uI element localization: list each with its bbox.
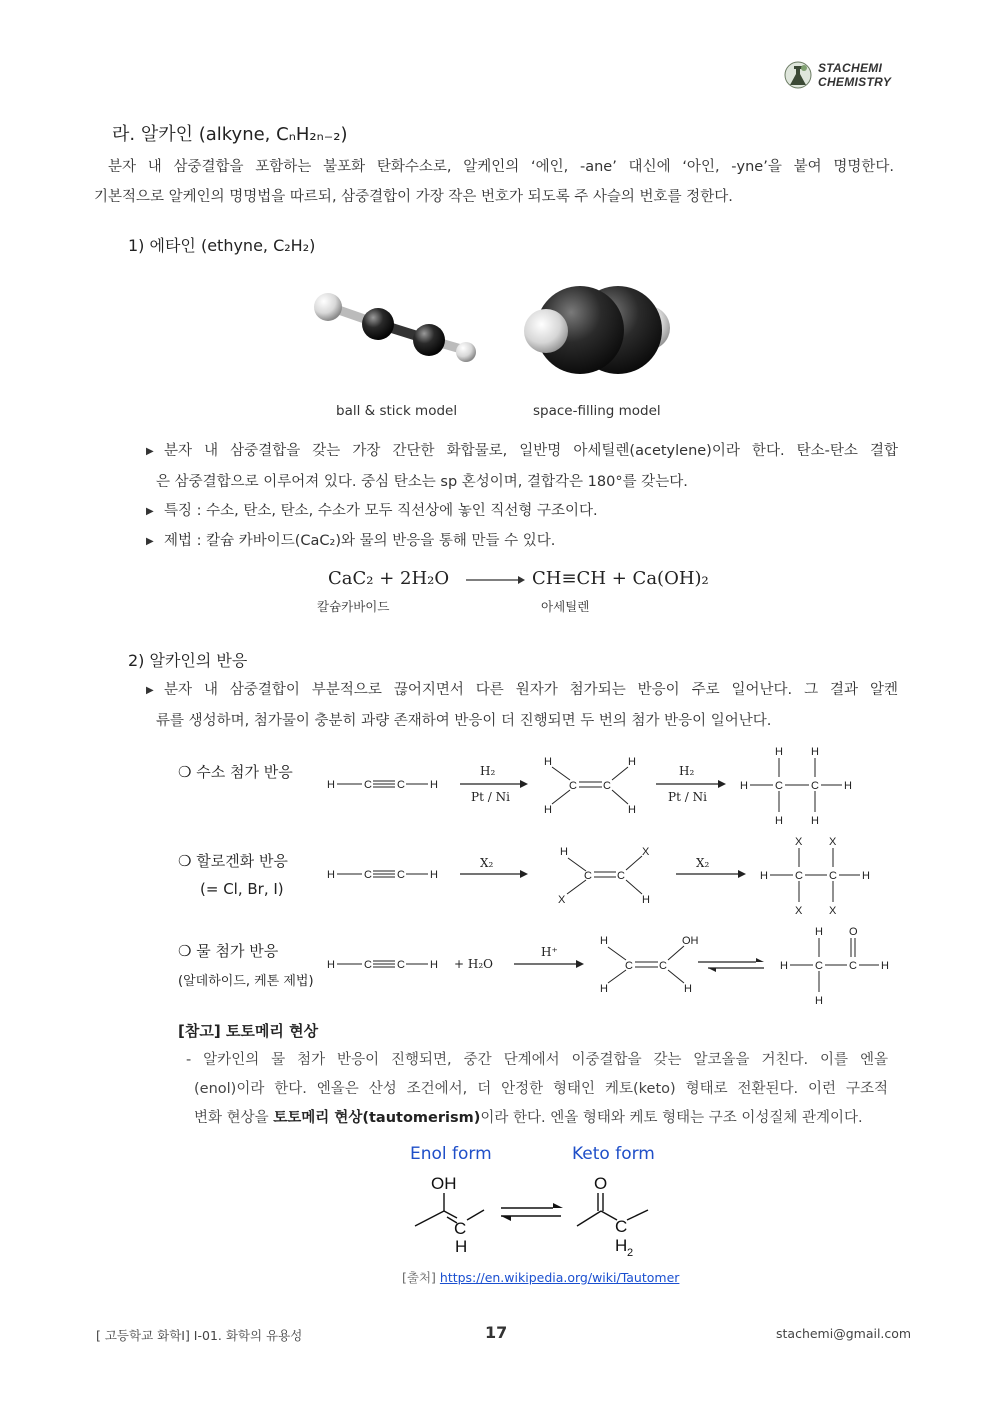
intro-line-1: 분자 내 삼중결합을 포함하는 불포화 탄화수소로, 알케인의 ‘에인, -ane’ 대신에 ‘아인, -yne’을 붙여 명명한다. [108, 159, 894, 175]
page-number: 17 [485, 1323, 508, 1342]
intro-line-2: 기본적으로 알케인의 명명법을 따르되, 삼중결합이 가장 작은 번호가 되도록 주 사슬의 번호를 정한다. [94, 189, 733, 205]
svg-text:H: H [642, 894, 650, 906]
svg-text:H: H [775, 746, 783, 758]
svg-text:2: 2 [627, 1247, 634, 1259]
svg-text:H: H [862, 870, 870, 882]
logo-line1: STACHEMI [818, 61, 883, 75]
section-title: 라. 알카인 (alkyne, CₙH₂ₙ₋₂) [112, 124, 348, 145]
svg-text:C: C [364, 869, 372, 881]
svg-text:C: C [603, 780, 611, 792]
svg-text:C: C [795, 870, 803, 882]
svg-text:O: O [849, 926, 858, 938]
svg-text:H: H [760, 870, 768, 882]
footer-email: stachemi@gmail.com [776, 1326, 912, 1341]
svg-text:C: C [397, 869, 405, 881]
svg-text:H: H [740, 780, 748, 792]
svg-text:C: C [364, 779, 372, 791]
svg-text:H: H [600, 983, 608, 995]
svg-text:C: C [815, 960, 823, 972]
svg-text:H: H [881, 960, 889, 972]
svg-text:C: C [397, 779, 405, 791]
svg-text:X: X [829, 836, 837, 848]
svg-text:H: H [615, 1236, 628, 1255]
space-filling-caption: space-filling model [533, 403, 661, 419]
halogen-types: (= Cl, Br, I) [200, 880, 284, 898]
svg-text:H: H [628, 804, 636, 816]
svg-text:H: H [775, 815, 783, 827]
bullet-triangle-icon: ▶ [146, 506, 154, 517]
svg-text:H: H [327, 869, 335, 881]
svg-text:H: H [844, 780, 852, 792]
reagent-x2-1: X₂ [480, 856, 494, 870]
svg-text:H: H [430, 959, 438, 971]
intro-paragraph [94, 152, 894, 212]
reference-paragraph [186, 1046, 888, 1133]
svg-text:H: H [560, 846, 568, 858]
reference-line-1: - 알카인의 물 첨가 반응이 진행되면, 중간 단계에서 이중결합을 갖는 알코올을 거친다. 이를 엔올 [186, 1052, 888, 1068]
svg-text:X: X [795, 836, 803, 848]
svg-text:X: X [558, 894, 566, 906]
tautomer-structures [405, 1168, 665, 1260]
reagent-h2-2: H₂ [679, 764, 695, 778]
svg-text:H: H [815, 926, 823, 938]
footer-course: [ 고등학교 화학Ⅰ] Ⅰ-01. 화학의 유용성 [96, 1328, 303, 1343]
svg-text:X: X [795, 905, 803, 917]
svg-text:X: X [642, 846, 650, 858]
halogenation-scheme [320, 830, 880, 920]
source-citation [402, 1268, 679, 1286]
hydrogen-addition-scheme [320, 740, 880, 830]
svg-text:OH: OH [682, 935, 699, 947]
bullet-triangle-icon: ▶ [146, 685, 154, 696]
source-label: [출처] [402, 1270, 436, 1285]
svg-text:OH: OH [431, 1174, 457, 1193]
svg-text:H: H [780, 960, 788, 972]
svg-text:C: C [615, 1217, 628, 1236]
flask-logo-icon [784, 60, 812, 90]
reactions-bullet: ▶ 분자 내 삼중결합이 부분적으로 끊어지면서 다른 원자가 첨가되는 반응이 주로 일어난다. 그 결과 알켄 류를 생성하며, 첨가물이 충분히 과량 존재하여 반응이 더 진행되면 두 번의 첨가 반응이 일어난다. [146, 675, 898, 736]
bullet-triangle-icon: ▶ [146, 446, 154, 457]
svg-text:H: H [815, 995, 823, 1007]
ethyne-bullet-2: ▶ 특징 : 수소, 탄소, 탄소, 수소가 모두 직선상에 놓인 직선형 구조이다. [146, 496, 598, 527]
svg-text:H: H [684, 983, 692, 995]
svg-text:C: C [584, 870, 592, 882]
svg-text:C: C [659, 960, 667, 972]
svg-text:C: C [454, 1219, 467, 1238]
svg-text:C: C [364, 959, 372, 971]
keto-form-label: Keto form [572, 1144, 655, 1164]
water-addition-sub: (알데하이드, 케톤 제법) [178, 974, 314, 989]
logo-line2: CHEMISTRY [818, 75, 892, 89]
svg-text:C: C [811, 780, 819, 792]
svg-text:C: C [625, 960, 633, 972]
reaction-arrow-icon [464, 573, 526, 587]
equation-products: CH≡CH + Ca(OH)₂ [532, 568, 709, 589]
reference-line-2: (enol)이라 한다. 엔올은 산성 조건에서, 더 안정한 형태인 케토(keto) 형태로 전환된다. 이런 구조적 [194, 1081, 888, 1097]
plus-water: + H₂O [454, 957, 493, 971]
svg-text:H: H [455, 1237, 468, 1256]
reagent-x2-2: X₂ [696, 856, 710, 870]
svg-text:H: H [430, 779, 438, 791]
svg-text:C: C [775, 780, 783, 792]
svg-text:H: H [544, 804, 552, 816]
svg-text:H: H [544, 756, 552, 768]
hydrogen-addition-label: ❍ 수소 첨가 반응 [178, 763, 293, 781]
reference-title: [참고] 토토메리 현상 [178, 1022, 319, 1040]
svg-text:H: H [327, 959, 335, 971]
catalyst-2: Pt / Ni [668, 790, 707, 804]
equation-label-carbide: 칼슘카바이드 [317, 599, 390, 614]
enol-form-label: Enol form [410, 1144, 492, 1164]
ball-stick-model-image [308, 285, 488, 370]
svg-text:C: C [569, 780, 577, 792]
svg-text:H: H [811, 746, 819, 758]
svg-text:C: C [829, 870, 837, 882]
halogenation-label: ❍ 할로겐화 반응 [178, 852, 288, 870]
equation-label-acetylene: 아세틸렌 [541, 599, 590, 614]
svg-text:C: C [617, 870, 625, 882]
reagent-h2-1: H₂ [480, 764, 496, 778]
bullet-triangle-icon: ▶ [146, 536, 154, 547]
space-filling-model-image [520, 283, 675, 378]
svg-text:H: H [600, 935, 608, 947]
ethyne-heading: 1) 에타인 (ethyne, C₂H₂) [128, 236, 316, 255]
svg-text:H: H [327, 779, 335, 791]
ball-stick-caption: ball & stick model [336, 403, 458, 419]
svg-text:H: H [430, 869, 438, 881]
svg-text:H: H [628, 756, 636, 768]
water-addition-label: ❍ 물 첨가 반응 [178, 942, 279, 960]
ethyne-bullet-3: ▶ 제법 : 칼슘 카바이드(CaC₂)와 물의 반응을 통해 만들 수 있다. [146, 526, 555, 557]
reagent-hplus: H⁺ [541, 945, 558, 959]
equation-reactants: CaC₂ + 2H₂O [328, 568, 450, 589]
svg-text:O: O [594, 1174, 608, 1193]
source-link[interactable]: https://en.wikipedia.org/wiki/Tautomer [439, 1270, 680, 1285]
svg-text:C: C [849, 960, 857, 972]
catalyst-1: Pt / Ni [471, 790, 510, 804]
ethyne-bullet-1: ▶ 분자 내 삼중결합을 갖는 가장 간단한 화합물로, 일반명 아세틸렌(acetylene)이라 한다. 탄소-탄소 결합 은 삼중결합으로 이루어져 있다. 중심 탄소는 sp 혼성이며, 결합각은 180°를 갖는다. [146, 436, 898, 497]
reference-line-3: 변화 현상을 토토메리 현상(tautomerism)이라 한다. 엔올 형태와 케토 형태는 구조 이성질체 관계이다. [194, 1110, 863, 1126]
svg-text:C: C [397, 959, 405, 971]
header-logo [784, 60, 891, 90]
reactions-heading: 2) 알카인의 반응 [128, 651, 248, 670]
svg-text:X: X [829, 905, 837, 917]
water-addition-scheme [320, 920, 890, 1010]
svg-text:H: H [811, 815, 819, 827]
